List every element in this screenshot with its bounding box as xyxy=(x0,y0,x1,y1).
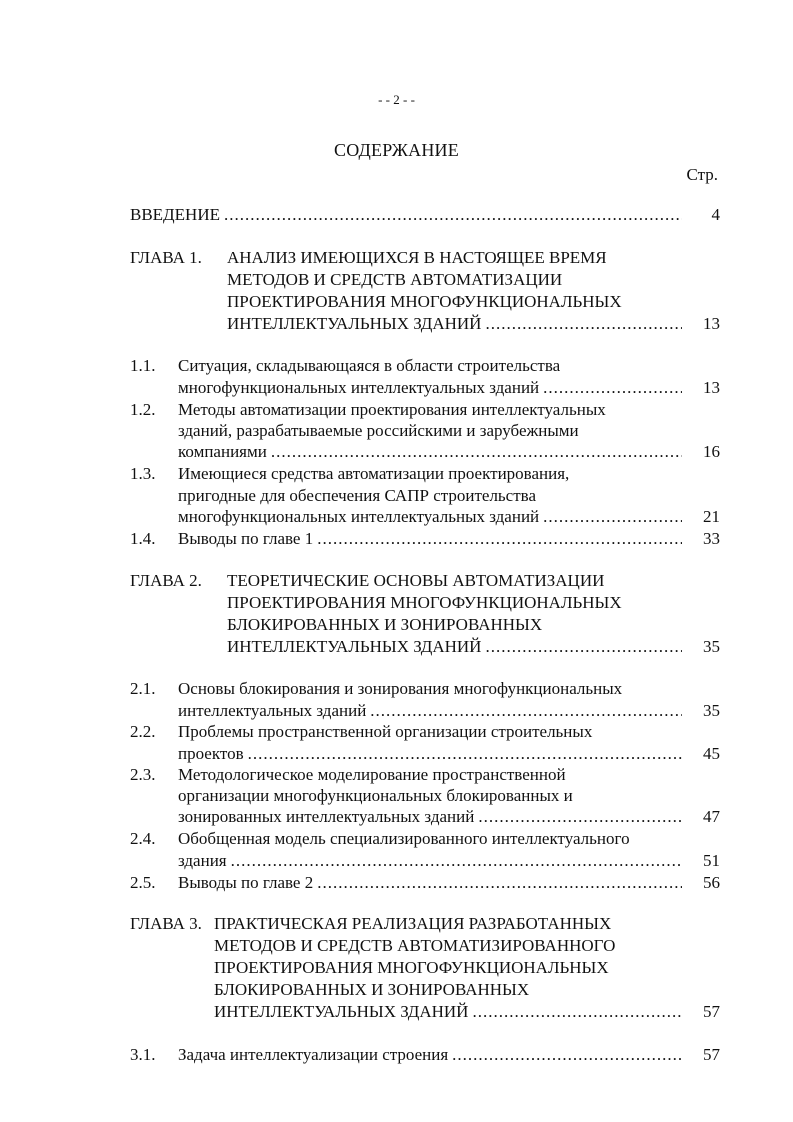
section-title-line: пригодные для обеспечения САПР строительства xyxy=(178,486,537,505)
chapter-title-line: ИНТЕЛЛЕКТУАЛЬНЫХ ЗДАНИЙ xyxy=(227,637,482,656)
toc-page: 56 xyxy=(703,873,720,892)
chapter-2-line-2 xyxy=(227,592,720,614)
page-column-label: Стр. xyxy=(686,165,718,184)
section-2-2 xyxy=(130,721,720,743)
chapter-1-line-2 xyxy=(227,269,720,291)
chapter-title-line: ТЕОРЕТИЧЕСКИЕ ОСНОВЫ АВТОМАТИЗАЦИИ xyxy=(227,571,605,590)
chapter-title-line: БЛОКИРОВАННЫХ И ЗОНИРОВАННЫХ xyxy=(214,980,530,999)
toc-page: 35 xyxy=(703,637,720,656)
section-number: 2.4. xyxy=(130,829,156,848)
dot-leader xyxy=(478,806,682,828)
toc-page: 4 xyxy=(711,205,720,224)
chapter-3-line-1 xyxy=(130,913,720,935)
chapter-title-line: МЕТОДОВ И СРЕДСТВ АВТОМАТИЗИРОВАННОГО xyxy=(214,936,616,955)
chapter-number: ГЛАВА 3. xyxy=(130,914,202,933)
chapter-3-line-2 xyxy=(214,935,720,957)
section-2-5 xyxy=(130,872,720,894)
toc-page: 57 xyxy=(703,1002,720,1021)
chapter-number: ГЛАВА 1. xyxy=(130,248,202,267)
section-title-line: Имеющиеся средства автоматизации проектирования, xyxy=(178,464,570,483)
chapter-title-line: ИНТЕЛЛЕКТУАЛЬНЫХ ЗДАНИЙ xyxy=(227,314,482,333)
chapter-title-line: ПРОЕКТИРОВАНИЯ МНОГОФУНКЦИОНАЛЬНЫХ xyxy=(214,958,609,977)
chapter-1-line-4 xyxy=(227,313,720,335)
chapter-number: ГЛАВА 2. xyxy=(130,571,202,590)
chapter-3-line-4 xyxy=(214,979,720,1001)
toc-page: 13 xyxy=(703,314,720,333)
section-1-4 xyxy=(130,528,720,550)
section-number: 2.3. xyxy=(130,765,156,784)
section-title-line: Выводы по главе 2 xyxy=(178,873,314,892)
chapter-title-line: МЕТОДОВ И СРЕДСТВ АВТОМАТИЗАЦИИ xyxy=(227,270,563,289)
toc-intro xyxy=(130,204,720,226)
section-title-line: Методологическое моделирование пространственной xyxy=(178,765,566,784)
section-2-3-line-2 xyxy=(178,785,720,807)
dot-leader xyxy=(543,377,682,399)
section-title-line: Выводы по главе 1 xyxy=(178,529,314,548)
dot-leader xyxy=(248,743,682,765)
section-1-1-end xyxy=(178,377,720,399)
dot-leader xyxy=(485,636,682,658)
chapter-3-line-5 xyxy=(214,1001,720,1023)
chapter-title-line: ИНТЕЛЛЕКТУАЛЬНЫХ ЗДАНИЙ xyxy=(214,1002,469,1021)
toc-page: 47 xyxy=(703,807,720,826)
toc-page: 35 xyxy=(703,701,720,720)
section-1-2-end xyxy=(178,441,720,463)
section-title-line: многофункциональных интеллектуальных зданий xyxy=(178,378,540,397)
section-title-line: компаниями xyxy=(178,442,267,461)
chapter-2-line-3 xyxy=(227,614,720,636)
toc-page: 13 xyxy=(703,378,720,397)
section-1-2-line-2 xyxy=(178,420,720,442)
section-number: 1.2. xyxy=(130,400,156,419)
chapter-1-line-1 xyxy=(130,247,720,269)
section-title-line: проектов xyxy=(178,744,244,763)
toc-intro-label: ВВЕДЕНИЕ xyxy=(130,205,220,224)
section-title-line: интеллектуальных зданий xyxy=(178,701,367,720)
toc-page: 21 xyxy=(703,507,720,526)
dot-leader xyxy=(231,850,682,872)
dot-leader xyxy=(224,204,682,226)
section-2-1-end xyxy=(178,700,720,722)
section-number: 3.1. xyxy=(130,1045,156,1064)
chapter-title-line: ПРОЕКТИРОВАНИЯ МНОГОФУНКЦИОНАЛЬНЫХ xyxy=(227,593,622,612)
section-1-3 xyxy=(130,463,720,485)
dot-leader xyxy=(543,506,682,528)
section-title-line: Ситуация, складывающаяся в области строительства xyxy=(178,356,561,375)
toc-title: СОДЕРЖАНИЕ xyxy=(334,140,459,160)
toc-page: 57 xyxy=(703,1045,720,1064)
chapter-1-line-3 xyxy=(227,291,720,313)
section-number: 2.1. xyxy=(130,679,156,698)
section-1-2 xyxy=(130,399,720,421)
section-title-line: многофункциональных интеллектуальных зданий xyxy=(178,507,540,526)
toc-page: 16 xyxy=(703,442,720,461)
section-2-3 xyxy=(130,764,720,786)
section-1-3-end xyxy=(178,506,720,528)
section-1-1 xyxy=(130,355,720,377)
section-number: 1.3. xyxy=(130,464,156,483)
dot-leader xyxy=(472,1001,682,1023)
section-number: 2.5. xyxy=(130,873,156,892)
section-title-line: организации многофункциональных блокированных и xyxy=(178,786,573,805)
section-2-3-end xyxy=(178,806,720,828)
dot-leader xyxy=(370,700,682,722)
dot-leader xyxy=(452,1044,682,1066)
chapter-title-line: АНАЛИЗ ИМЕЮЩИХСЯ В НАСТОЯЩЕЕ ВРЕМЯ xyxy=(227,248,607,267)
section-1-3-line-2 xyxy=(178,485,720,507)
section-number: 1.4. xyxy=(130,529,156,548)
section-title-line: Основы блокирования и зонирования многофункциональных xyxy=(178,679,623,698)
chapter-title-line: БЛОКИРОВАННЫХ И ЗОНИРОВАННЫХ xyxy=(227,615,543,634)
dot-leader xyxy=(485,313,682,335)
section-title-line: Обобщенная модель специализированного интеллектуального xyxy=(178,829,630,848)
section-title-line: зданий, разрабатываемые российскими и зарубежными xyxy=(178,421,579,440)
section-number: 2.2. xyxy=(130,722,156,741)
dot-leader xyxy=(317,528,682,550)
toc-page: 45 xyxy=(703,744,720,763)
section-title-line: здания xyxy=(178,851,227,870)
section-2-4-end xyxy=(178,850,720,872)
dot-leader xyxy=(271,441,682,463)
chapter-2-line-4 xyxy=(227,636,720,658)
section-2-1 xyxy=(130,678,720,700)
section-title-line: зонированных интеллектуальных зданий xyxy=(178,807,475,826)
dot-leader xyxy=(317,872,682,894)
section-title-line: Задача интеллектуализации строения xyxy=(178,1045,449,1064)
chapter-title-line: ПРАКТИЧЕСКАЯ РЕАЛИЗАЦИЯ РАЗРАБОТАННЫХ xyxy=(214,914,612,933)
page-number: - - 2 - - xyxy=(378,92,415,107)
section-title-line: Методы автоматизации проектирования интеллектуальных xyxy=(178,400,606,419)
chapter-2-line-1 xyxy=(130,570,720,592)
section-number: 1.1. xyxy=(130,356,156,375)
section-2-4 xyxy=(130,828,720,850)
section-title-line: Проблемы пространственной организации строительных xyxy=(178,722,593,741)
chapter-title-line: ПРОЕКТИРОВАНИЯ МНОГОФУНКЦИОНАЛЬНЫХ xyxy=(227,292,622,311)
section-2-2-end xyxy=(178,743,720,765)
section-3-1 xyxy=(130,1044,720,1066)
chapter-3-line-3 xyxy=(214,957,720,979)
toc-page: 33 xyxy=(703,529,720,548)
toc-page: 51 xyxy=(703,851,720,870)
